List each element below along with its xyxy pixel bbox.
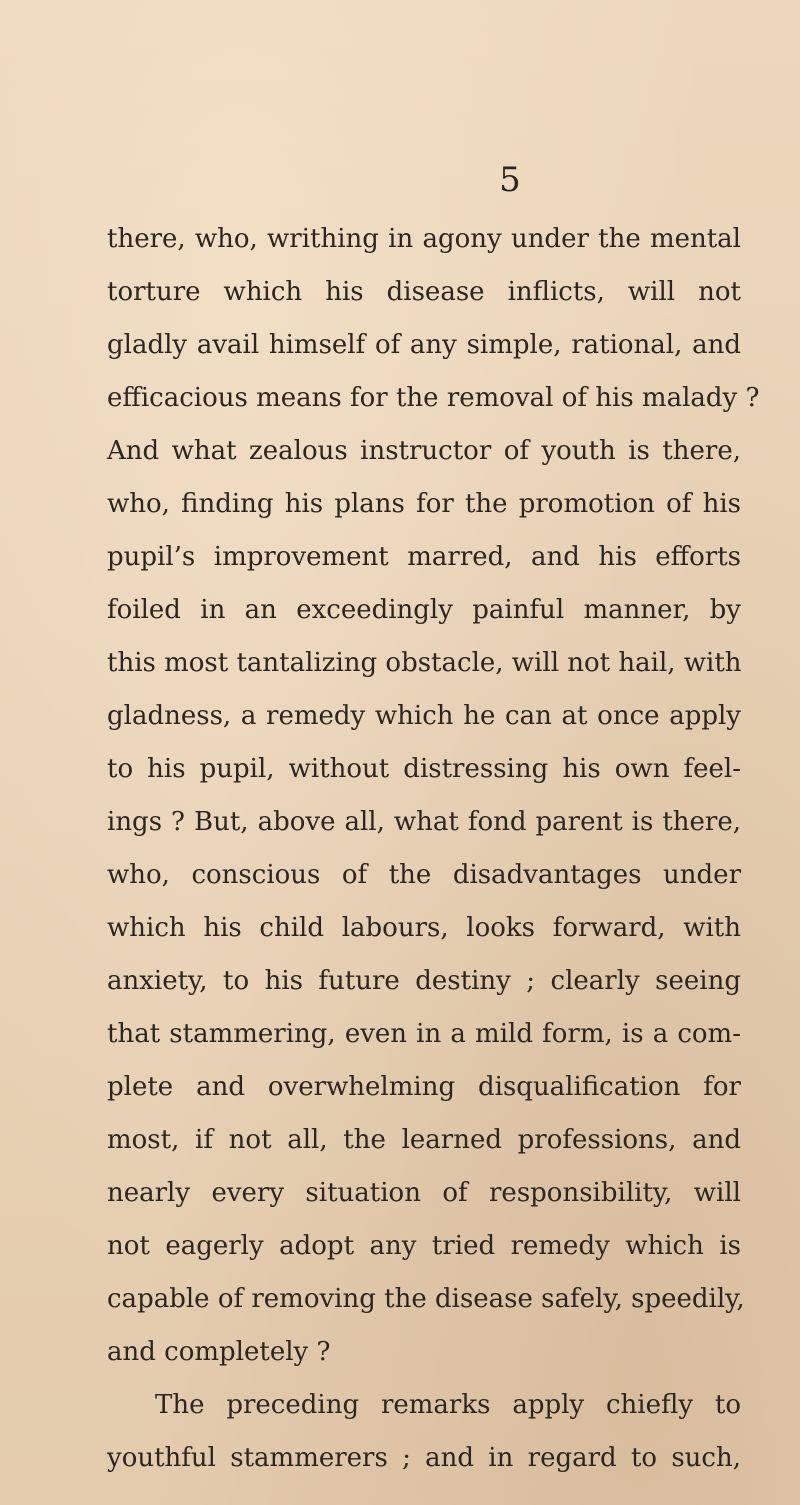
text-line: foiled in an exceedingly painful manner, by [107, 595, 741, 625]
text-line: anxiety, to his future destiny ; clearly seeing [107, 966, 741, 996]
text-line: this most tantalizing obstacle, will not hail, with [107, 648, 742, 678]
text-line: most, if not all, the learned professions, and [107, 1125, 741, 1155]
text-line: plete and overwhelming disqualification for [107, 1072, 741, 1102]
text-line: gladness, a remedy which he can at once apply [107, 701, 741, 731]
text-line: efficacious means for the removal of his malady ? [107, 383, 760, 413]
text-line: who, finding his plans for the promotion of his [107, 489, 741, 519]
page-number: 5 [499, 160, 521, 200]
text-line: to his pupil, without distressing his own feel- [107, 754, 741, 784]
text-line: who, conscious of the disadvantages under [107, 860, 741, 890]
text-line: there, who, writhing in agony under the mental [107, 224, 741, 254]
text-line: ings ? But, above all, what fond parent is there, [107, 807, 741, 837]
body-text [107, 213, 760, 1485]
text-line: gladly avail himself of any simple, rational, and [107, 330, 741, 360]
text-line: capable of removing the disease safely, speedily, [107, 1284, 745, 1314]
text-line: And what zealous instructor of youth is there, [107, 436, 741, 466]
text-line: nearly every situation of responsibility, will [107, 1178, 741, 1208]
text-line: youthful stammerers ; and in regard to such, [107, 1443, 741, 1473]
text-line: not eagerly adopt any tried remedy which is [107, 1231, 741, 1261]
text-line: which his child labours, looks forward, with [107, 913, 741, 943]
text-line: and completely ? [107, 1337, 331, 1367]
text-line: pupil’s improvement marred, and his efforts [107, 542, 741, 572]
text-line: torture which his disease inflicts, will not [107, 277, 741, 307]
text-line: The preceding remarks apply chiefly to [155, 1390, 741, 1420]
text-line: that stammering, even in a mild form, is a com- [107, 1019, 741, 1049]
